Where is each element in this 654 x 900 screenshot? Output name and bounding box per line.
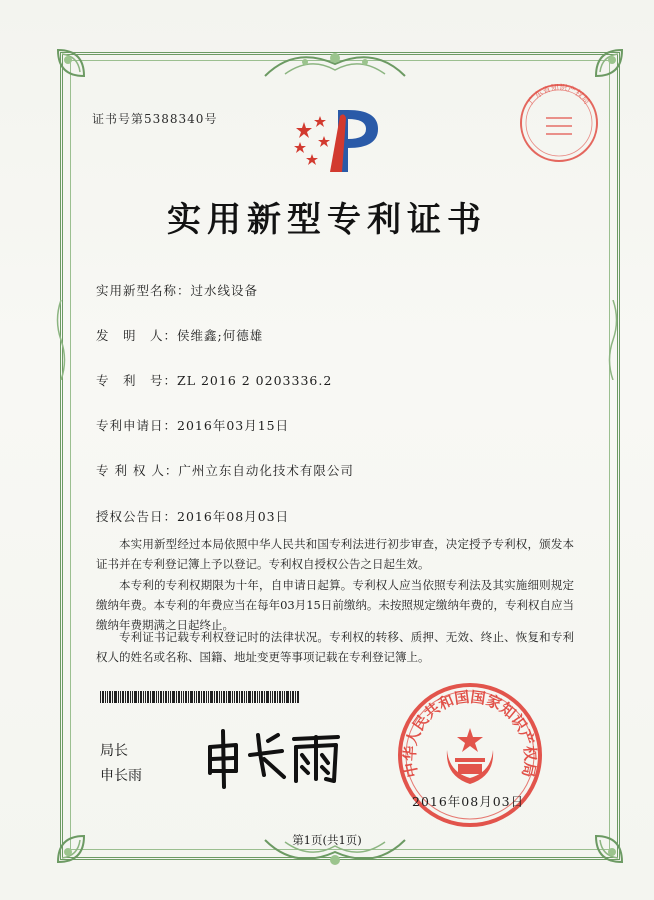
top-center-ornament bbox=[255, 46, 415, 82]
inventor-label: 发 明 人： bbox=[96, 328, 178, 343]
director-signature bbox=[198, 725, 348, 790]
top-right-stamp bbox=[516, 80, 602, 166]
body-paragraph-2: 本专利的专利权期限为十年，自申请日起算。专利权人应当依照专利法及其实施细则规定缴纳年费。本专利的年费应当在每年03月15日前缴纳。未按照规定缴纳年费的，专利权自应当缴纳年费期满之日起终止。 bbox=[96, 578, 574, 632]
utility-model-name-label: 实用新型名称： bbox=[96, 283, 191, 298]
body-paragraph-3: 专利证书记载专利权登记时的法律状况。专利权的转移、质押、无效、终止、恢复和专利权人的姓名或名称、国籍、地址变更等事项记载在专利登记簿上。 bbox=[96, 630, 574, 664]
patent-number-row bbox=[96, 371, 332, 389]
seal-text: 中华人民共和国国家知识产权局 bbox=[400, 687, 540, 780]
director-name: 申长雨 bbox=[100, 768, 142, 784]
page-number: 第1页(共1页) bbox=[292, 833, 362, 847]
patentee-label: 专 利 权 人： bbox=[96, 463, 179, 478]
right-side-ornament bbox=[606, 300, 620, 380]
patent-number-value: ZL 2016 2 0203336.2 bbox=[177, 373, 333, 388]
patentee-row bbox=[96, 461, 354, 479]
filing-date-label: 专利申请日： bbox=[96, 418, 178, 433]
grant-date-label: 授权公告日： bbox=[96, 509, 178, 524]
filing-date-value: 2016年03月15日 bbox=[177, 418, 290, 433]
patent-number-label: 专 利 号： bbox=[96, 373, 178, 388]
certificate-title: 实用新型专利证书 bbox=[167, 200, 487, 240]
utility-model-name-row bbox=[96, 281, 258, 299]
certificate-number: 证书号第5388340号 bbox=[92, 112, 218, 126]
seal-date: 2016年08月03日 bbox=[412, 794, 525, 809]
body-paragraph-1: 本实用新型经过本局依照中华人民共和国专利法进行初步审查，决定授予专利权，颁发本证书并在专利登记簿上予以登记。专利权自授权公告之日起生效。 bbox=[96, 537, 574, 571]
grant-date-row bbox=[96, 507, 289, 525]
top-stamp-text: 广东省知识产权局 bbox=[526, 82, 592, 106]
inventor-value: 侯维鑫;何德雄 bbox=[177, 328, 264, 343]
filing-date-row bbox=[96, 416, 289, 434]
inventor-row bbox=[96, 326, 263, 344]
utility-model-name-value: 过水线设备 bbox=[190, 283, 259, 298]
left-side-ornament bbox=[54, 300, 68, 380]
barcode bbox=[100, 691, 300, 703]
patent-office-logo-icon bbox=[290, 102, 390, 182]
corner-ornament-tl bbox=[54, 46, 114, 106]
director-title: 局长 bbox=[100, 743, 128, 759]
patentee-value: 广州立东自动化技术有限公司 bbox=[178, 463, 354, 478]
grant-date-value: 2016年08月03日 bbox=[177, 509, 290, 524]
